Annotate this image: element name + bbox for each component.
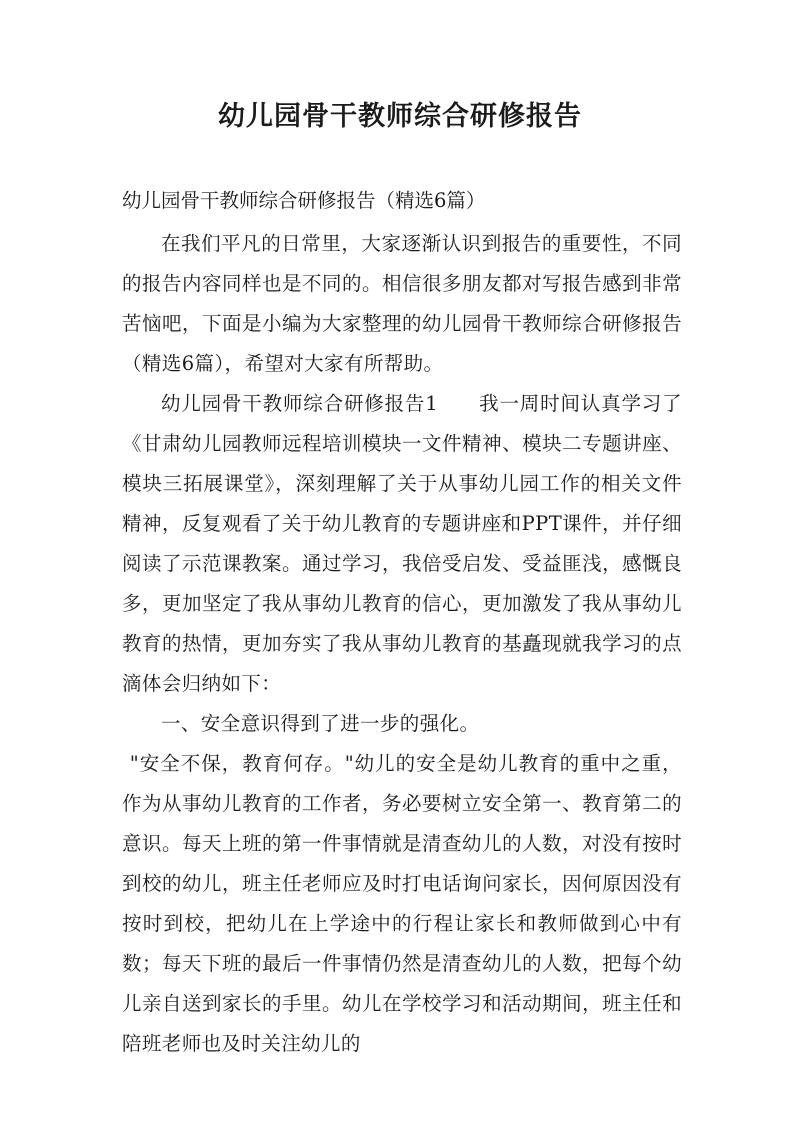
safety-paragraph: "安全不保，教育何存。"幼儿的安全是幼儿教育的重中之重，作为从事幼儿教育的工作者，务必要树立安全第一、教育第二的意识。每天上班的第一件事情就是清查幼儿的人数，对没有按时到校的幼儿，班主任老师应及时打电话询问家长，因何原因没有按时到校，把幼儿在上学途中的行程让家长和教师做到心中有数；每天下班的最后一件事情仍然是清查幼儿的人数，把每个幼儿亲自送到家长的手里。幼儿在学校学习和活动期间，班主任和陪班老师也及时关注幼儿的 [122, 752, 682, 1055]
document-title: 幼儿园骨干教师综合研修报告 [218, 101, 582, 132]
document-body [122, 224, 682, 1064]
report-1-paragraph: 幼儿园骨干教师综合研修报告1 我一周时间认真学习了《甘肃幼儿园教师远程培训模块一文件精神、模块二专题讲座、模块三拓展课堂》，深刻理解了关于从事幼儿园工作的相关文件精神，反复观看了关于幼儿教育的专题讲座和PPT课件，并仔细阅读了示范课教案。通过学习，我倍受启发、受益匪浅，感慨良多，更加坚定了我从事幼儿教育的信心，更加激发了我从事幼儿教育的热情，更加夯实了我从事幼儿教育的基矗现就我学习的点滴体会归纳如下： [122, 392, 682, 695]
document-subtitle: 幼儿园骨干教师综合研修报告（精选6篇） [122, 189, 486, 212]
section-heading-1: 一、安全意识得到了进一步的强化。 [161, 712, 480, 735]
intro-paragraph: 在我们平凡的日常里，大家逐渐认识到报告的重要性，不同的报告内容同样也是不同的。相信很多朋友都对写报告感到非常苦恼吧，下面是小编为大家整理的幼儿园骨干教师综合研修报告（精选6篇），希望对大家有所帮助。 [122, 232, 682, 375]
